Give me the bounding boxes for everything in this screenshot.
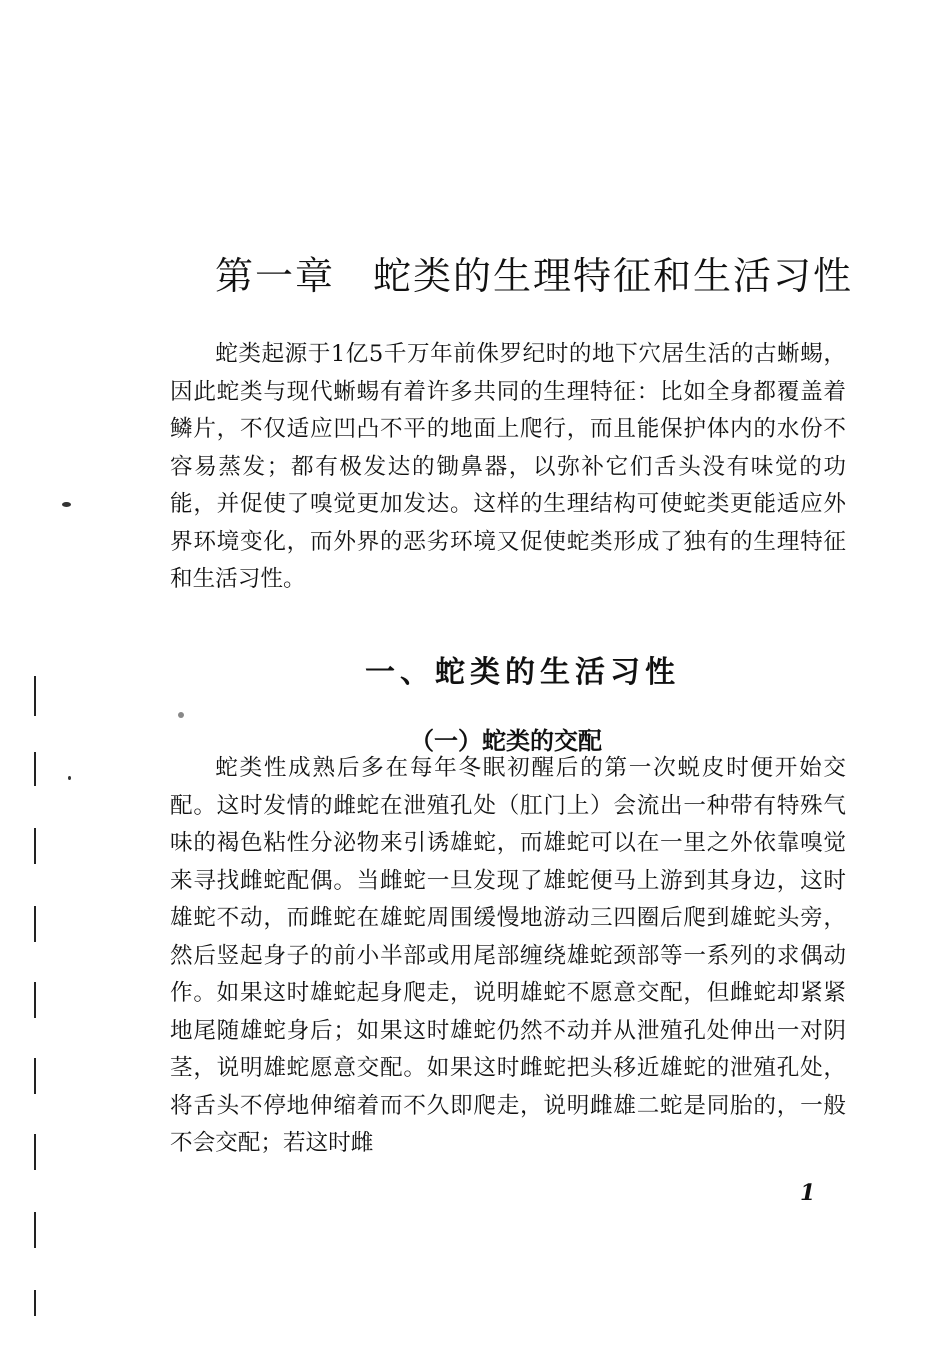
scan-margin-mark bbox=[34, 1058, 36, 1094]
scan-speck bbox=[68, 776, 71, 780]
subsection-title: （一）蛇类的交配 bbox=[410, 726, 602, 755]
scan-margin-mark bbox=[34, 676, 36, 716]
scan-margin-mark bbox=[34, 1134, 36, 1170]
scan-margin-mark bbox=[34, 982, 36, 1018]
section-title: 一、蛇类的生活习性 bbox=[365, 654, 680, 690]
scan-margin-mark bbox=[34, 828, 36, 864]
chapter-label: 第一章 bbox=[215, 254, 336, 299]
body-paragraph: 蛇类性成熟后多在每年冬眠初醒后的第一次蜕皮时便开始交配。这时发情的雌蛇在泄殖孔处（肛门上）会流出一种带有特殊气味的褐色粘性分泌物来引诱雄蛇，而雄蛇可以在一里之外依靠嗅觉来寻找雌蛇配偶。当雌蛇一旦发现了雄蛇便马上游到其身边，这时雄蛇不动，而雌蛇在雄蛇周围缓慢地游动三四圈后爬到雄蛇头旁，然后竖起身子的前小半部或用尾部缠绕雄蛇颈部等一系列的求偶动作。如果这时雄蛇起身爬走，说明雄蛇不愿意交配，但雌蛇却紧紧地尾随雄蛇身后；如果这时雄蛇仍然不动并从泄殖孔处伸出一对阴茎，说明雄蛇愿意交配。如果这时雌蛇把头移近雄蛇的泄殖孔处，将舌头不停地伸缩着而不久即爬走，说明雌雄二蛇是同胎的，一般不会交配；若这时雌 bbox=[170, 755, 846, 1156]
scan-margin-mark bbox=[34, 906, 36, 942]
chapter-title-text: 蛇类的生理特征和生活习性 bbox=[373, 254, 854, 299]
scan-margin-mark bbox=[34, 1212, 36, 1248]
intro-paragraph: 蛇类起源于1亿5千万年前侏罗纪时的地下穴居生活的古蜥蜴，因此蛇类与现代蜥蜴有着许多共同的生理特征：比如全身都覆盖着鳞片，不仅适应凹凸不平的地面上爬行，而且能保护体内的水份不容易蒸发；都有极发达的锄鼻器，以弥补它们舌头没有味觉的功能，并促使了嗅觉更加发达。这样的生理结构可使蛇类更能适应外界环境变化，而外界的恶劣环境又促使蛇类形成了独有的生理特征和生活习性。 bbox=[170, 341, 846, 592]
scan-margin-mark bbox=[34, 1290, 36, 1316]
chapter-title bbox=[215, 250, 855, 302]
scan-speck bbox=[62, 502, 71, 507]
scan-speck bbox=[178, 712, 184, 718]
scan-margin-mark bbox=[34, 752, 36, 786]
page-number: 1 bbox=[800, 1180, 816, 1206]
